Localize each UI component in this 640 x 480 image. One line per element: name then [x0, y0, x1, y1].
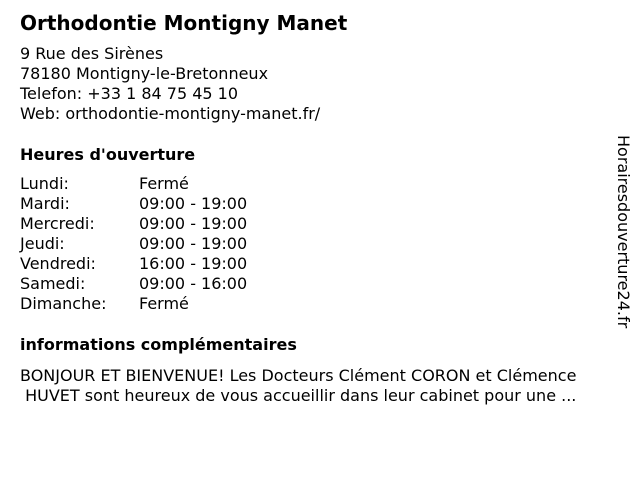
city-line: 78180 Montigny-le-Bretonneux [20, 64, 269, 83]
hours-row-samedi [20, 274, 247, 294]
hours-day: Mercredi: [20, 214, 95, 233]
hours-time: 09:00 - 16:00 [139, 274, 248, 293]
hours-row-mercredi [20, 214, 247, 234]
info-heading: informations complémentaires [20, 335, 297, 354]
business-name: Orthodontie Montigny Manet [20, 11, 348, 35]
site-watermark: Horairesdouverture24.fr [614, 135, 633, 329]
phone-line[interactable]: Telefon: +33 1 84 75 45 10 [20, 84, 239, 103]
hours-row-dimanche [20, 294, 247, 314]
hours-heading: Heures d'ouverture [20, 145, 196, 164]
hours-day: Jeudi: [20, 234, 65, 253]
opening-hours-table [20, 174, 247, 314]
address-block [20, 44, 320, 124]
info-description [20, 366, 632, 406]
hours-day: Dimanche: [20, 294, 107, 313]
hours-row-jeudi [20, 234, 247, 254]
hours-time: 09:00 - 19:00 [139, 194, 248, 213]
hours-row-vendredi [20, 254, 247, 274]
hours-time: 09:00 - 19:00 [139, 234, 248, 253]
hours-day: Samedi: [20, 274, 86, 293]
web-line[interactable]: Web: orthodontie-montigny-manet.fr/ [20, 104, 321, 123]
hours-row-lundi [20, 174, 247, 194]
hours-time: 16:00 - 19:00 [139, 254, 248, 273]
info-line: BONJOUR ET BIENVENUE! Les Docteurs Clément CORON et Clémence [20, 366, 577, 385]
hours-time: Fermé [139, 294, 189, 313]
hours-day: Vendredi: [20, 254, 96, 273]
hours-time: 09:00 - 19:00 [139, 214, 248, 233]
hours-day: Mardi: [20, 194, 70, 213]
hours-day: Lundi: [20, 174, 69, 193]
hours-row-mardi [20, 194, 247, 214]
hours-time: Fermé [139, 174, 189, 193]
info-line: HUVET sont heureux de vous accueillir dans leur cabinet pour une ... [20, 386, 577, 405]
street-address: 9 Rue des Sirènes [20, 44, 164, 63]
